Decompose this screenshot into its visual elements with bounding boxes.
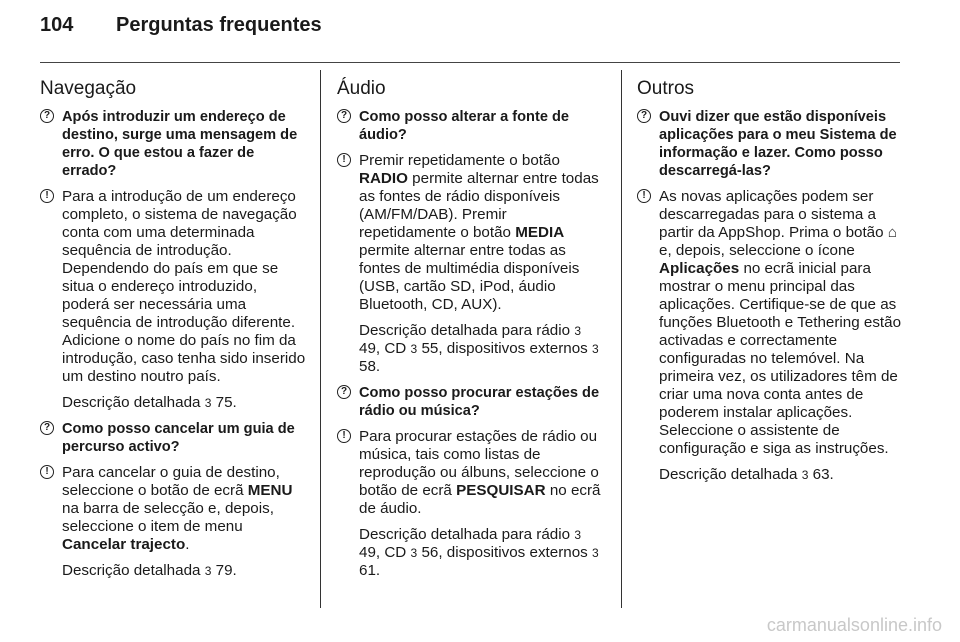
- reference-arrow-icon: 3: [204, 396, 212, 410]
- column-divider: [320, 70, 321, 608]
- section-heading: Áudio: [337, 78, 386, 99]
- answer: ! Para a introdução de um endereço completo, o sistema de navegação conta com uma determinada sequência de introdução. Dependendo do país em que se situa o endereço introduzido, poderá ser necessária uma sequência de introdução diferente. Adicione o nome do país no fim da introdução, caso tenha sido inserido um destino noutro país.: [40, 188, 306, 386]
- reference: Descrição detalhada 3 79.: [62, 562, 237, 579]
- reference-arrow-icon: 3: [591, 546, 599, 560]
- question: ? Como posso cancelar um guia de percurso activo?: [40, 420, 306, 456]
- question: ? Ouvi dizer que estão disponíveis aplicações para o meu Sistema de informação e lazer. Como posso descarregá-las?: [637, 108, 905, 180]
- column-others: [637, 74, 905, 492]
- reference: Descrição detalhada 3 75.: [62, 394, 237, 411]
- answer: ! Premir repetidamente o botão RADIO permite alternar entre todas as fontes de rádio disponíveis (AM/FM/DAB). Premir repetidamente o botão MEDIA permite alternar entre todas as fontes de multimédia disponíveis (USB, cartão SD, iPod, áudio Bluetooth, CD, AUX).: [337, 152, 605, 314]
- question-icon: ?: [40, 109, 54, 123]
- exclamation-icon: !: [337, 429, 351, 443]
- reference-arrow-icon: 3: [410, 342, 418, 356]
- question-icon: ?: [337, 109, 351, 123]
- reference-arrow-icon: 3: [591, 342, 599, 356]
- question: ? Como posso alterar a fonte de áudio?: [337, 108, 605, 144]
- question-icon: ?: [40, 421, 54, 435]
- section-heading: Navegação: [40, 78, 137, 99]
- page-header: [40, 14, 322, 37]
- question-icon: ?: [337, 385, 351, 399]
- home-icon: ⌂: [887, 224, 898, 241]
- answer: ! Para procurar estações de rádio ou música, tais como listas de reprodução ou álbuns, seleccione o botão de ecrã PESQUISAR no ecrã de áudio.: [337, 428, 605, 518]
- answer: ! As novas aplicações podem ser descarregadas para o sistema a partir da AppShop. Prima o botão ⌂ e, depois, seleccione o ícone Aplicações no ecrã inicial para mostrar o menu principal das aplicações. Certifique-se de que as funções Bluetooth e Tethering estão activadas e correctamente configuradas no telemóvel. Na primeira vez, os utilizadores têm de criar uma nova conta antes de poderem instalar aplicações. Seleccione o assistente de configuração e siga as instruções.: [637, 188, 905, 458]
- reference: Descrição detalhada para rádio 3 49, CD 3 56, dispositivos externos 3 61.: [359, 526, 599, 579]
- reference-arrow-icon: 3: [574, 528, 581, 542]
- reference: Descrição detalhada para rádio 3 49, CD 3 55, dispositivos externos 3 58.: [359, 322, 599, 375]
- header-rule: [40, 62, 900, 63]
- question: ? Após introduzir um endereço de destino, surge uma mensagem de erro. O que estou a fazer de errado?: [40, 108, 306, 180]
- question-icon: ?: [637, 109, 651, 123]
- reference: Descrição detalhada 3 63.: [659, 466, 834, 483]
- column-navigation: [40, 74, 306, 588]
- exclamation-icon: !: [337, 153, 351, 167]
- watermark: carmanualsonline.info: [766, 615, 942, 635]
- column-divider: [621, 70, 622, 608]
- reference-arrow-icon: 3: [574, 324, 581, 338]
- page-title: Perguntas frequentes: [116, 14, 322, 36]
- reference-arrow-icon: 3: [410, 546, 418, 560]
- column-audio: [337, 74, 605, 588]
- question: ? Como posso procurar estações de rádio ou música?: [337, 384, 605, 420]
- page-number: 104: [40, 14, 74, 36]
- section-heading: Outros: [637, 78, 695, 99]
- exclamation-icon: !: [40, 189, 54, 203]
- exclamation-icon: !: [40, 465, 54, 479]
- reference-arrow-icon: 3: [801, 468, 809, 482]
- answer: ! Para cancelar o guia de destino, seleccione o botão de ecrã MENU na barra de selecção e, depois, seleccione o item de menu Cancelar trajecto.: [40, 464, 306, 554]
- exclamation-icon: !: [637, 189, 651, 203]
- reference-arrow-icon: 3: [204, 564, 212, 578]
